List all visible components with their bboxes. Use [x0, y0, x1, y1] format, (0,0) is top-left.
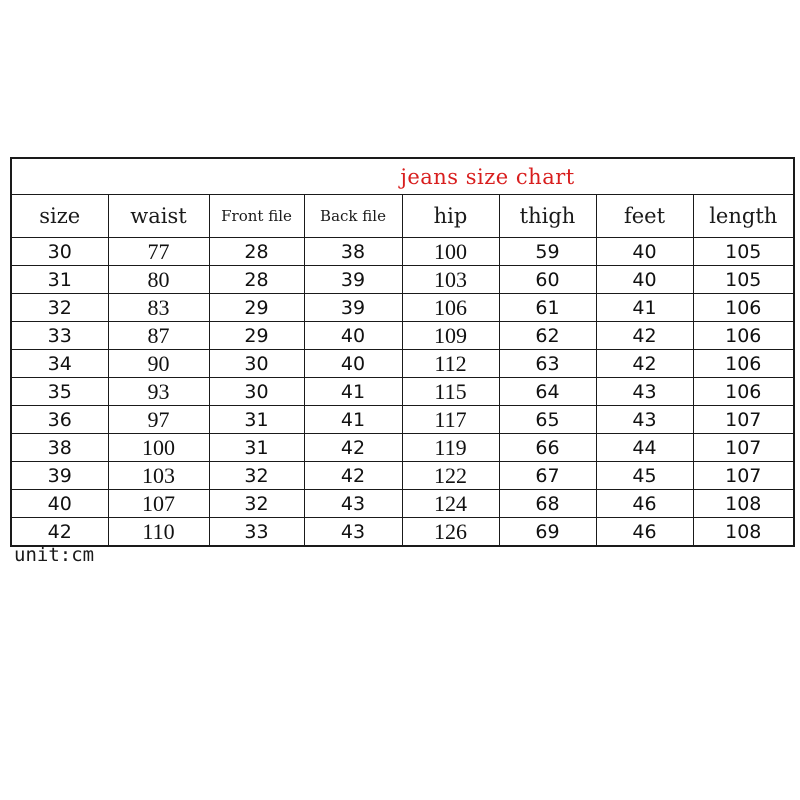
column-header-front-file: Front file: [209, 195, 304, 238]
cell-front-file: 28: [209, 266, 304, 294]
table-row: [11, 490, 794, 518]
column-header-back-file: Back file: [304, 195, 402, 238]
cell-hip: 112: [402, 350, 499, 378]
cell-hip: 106: [402, 294, 499, 322]
table-row: [11, 518, 794, 547]
cell-thigh: 60: [499, 266, 596, 294]
cell-length: 107: [693, 434, 794, 462]
table-row: [11, 350, 794, 378]
unit-note: unit:cm: [14, 544, 95, 566]
cell-back-file: 39: [304, 266, 402, 294]
cell-front-file: 30: [209, 378, 304, 406]
cell-front-file: 31: [209, 406, 304, 434]
cell-back-file: 43: [304, 490, 402, 518]
cell-thigh: 63: [499, 350, 596, 378]
cell-hip: 100: [402, 238, 499, 266]
cell-size: 36: [11, 406, 108, 434]
cell-back-file: 40: [304, 322, 402, 350]
cell-length: 107: [693, 406, 794, 434]
cell-length: 106: [693, 378, 794, 406]
cell-feet: 43: [596, 406, 693, 434]
table-row: [11, 294, 794, 322]
cell-waist: 77: [108, 238, 209, 266]
cell-size: 32: [11, 294, 108, 322]
cell-thigh: 59: [499, 238, 596, 266]
cell-front-file: 29: [209, 322, 304, 350]
table-row: [11, 406, 794, 434]
cell-length: 107: [693, 462, 794, 490]
cell-hip: 117: [402, 406, 499, 434]
cell-size: 33: [11, 322, 108, 350]
column-header-hip: hip: [402, 195, 499, 238]
cell-hip: 119: [402, 434, 499, 462]
column-header-length: length: [693, 195, 794, 238]
cell-front-file: 31: [209, 434, 304, 462]
cell-size: 34: [11, 350, 108, 378]
cell-size: 39: [11, 462, 108, 490]
cell-feet: 41: [596, 294, 693, 322]
cell-feet: 43: [596, 378, 693, 406]
cell-front-file: 29: [209, 294, 304, 322]
cell-feet: 40: [596, 266, 693, 294]
cell-feet: 42: [596, 322, 693, 350]
cell-back-file: 39: [304, 294, 402, 322]
cell-front-file: 33: [209, 518, 304, 547]
cell-back-file: 41: [304, 406, 402, 434]
cell-waist: 90: [108, 350, 209, 378]
column-header-thigh: thigh: [499, 195, 596, 238]
chart-title: jeans size chart: [11, 158, 794, 195]
table-row: [11, 266, 794, 294]
cell-length: 106: [693, 294, 794, 322]
cell-length: 108: [693, 518, 794, 547]
cell-thigh: 69: [499, 518, 596, 547]
title-row: [11, 158, 794, 195]
table-row: [11, 238, 794, 266]
cell-hip: 122: [402, 462, 499, 490]
column-header-size: size: [11, 195, 108, 238]
cell-feet: 40: [596, 238, 693, 266]
cell-thigh: 67: [499, 462, 596, 490]
cell-back-file: 43: [304, 518, 402, 547]
cell-length: 105: [693, 266, 794, 294]
cell-feet: 46: [596, 490, 693, 518]
cell-waist: 97: [108, 406, 209, 434]
cell-back-file: 40: [304, 350, 402, 378]
cell-hip: 126: [402, 518, 499, 547]
column-header-feet: feet: [596, 195, 693, 238]
cell-hip: 124: [402, 490, 499, 518]
table-row: [11, 378, 794, 406]
cell-length: 106: [693, 350, 794, 378]
table-row: [11, 434, 794, 462]
cell-size: 38: [11, 434, 108, 462]
cell-back-file: 38: [304, 238, 402, 266]
cell-waist: 93: [108, 378, 209, 406]
cell-thigh: 64: [499, 378, 596, 406]
cell-back-file: 42: [304, 434, 402, 462]
cell-hip: 103: [402, 266, 499, 294]
cell-size: 42: [11, 518, 108, 547]
cell-front-file: 32: [209, 462, 304, 490]
cell-thigh: 65: [499, 406, 596, 434]
cell-feet: 42: [596, 350, 693, 378]
cell-waist: 80: [108, 266, 209, 294]
cell-feet: 45: [596, 462, 693, 490]
cell-hip: 109: [402, 322, 499, 350]
cell-size: 30: [11, 238, 108, 266]
cell-front-file: 32: [209, 490, 304, 518]
cell-size: 35: [11, 378, 108, 406]
cell-size: 31: [11, 266, 108, 294]
cell-thigh: 61: [499, 294, 596, 322]
cell-length: 105: [693, 238, 794, 266]
cell-back-file: 42: [304, 462, 402, 490]
cell-front-file: 28: [209, 238, 304, 266]
table-row: [11, 462, 794, 490]
cell-feet: 46: [596, 518, 693, 547]
cell-back-file: 41: [304, 378, 402, 406]
cell-waist: 100: [108, 434, 209, 462]
cell-front-file: 30: [209, 350, 304, 378]
cell-hip: 115: [402, 378, 499, 406]
cell-waist: 83: [108, 294, 209, 322]
table-row: [11, 322, 794, 350]
cell-length: 106: [693, 322, 794, 350]
cell-length: 108: [693, 490, 794, 518]
cell-feet: 44: [596, 434, 693, 462]
header-row: [11, 195, 794, 238]
cell-thigh: 68: [499, 490, 596, 518]
cell-thigh: 62: [499, 322, 596, 350]
cell-waist: 87: [108, 322, 209, 350]
cell-waist: 107: [108, 490, 209, 518]
cell-size: 40: [11, 490, 108, 518]
column-header-waist: waist: [108, 195, 209, 238]
cell-waist: 110: [108, 518, 209, 547]
table-body: [11, 238, 794, 547]
cell-thigh: 66: [499, 434, 596, 462]
cell-waist: 103: [108, 462, 209, 490]
size-chart-table: [10, 157, 795, 547]
